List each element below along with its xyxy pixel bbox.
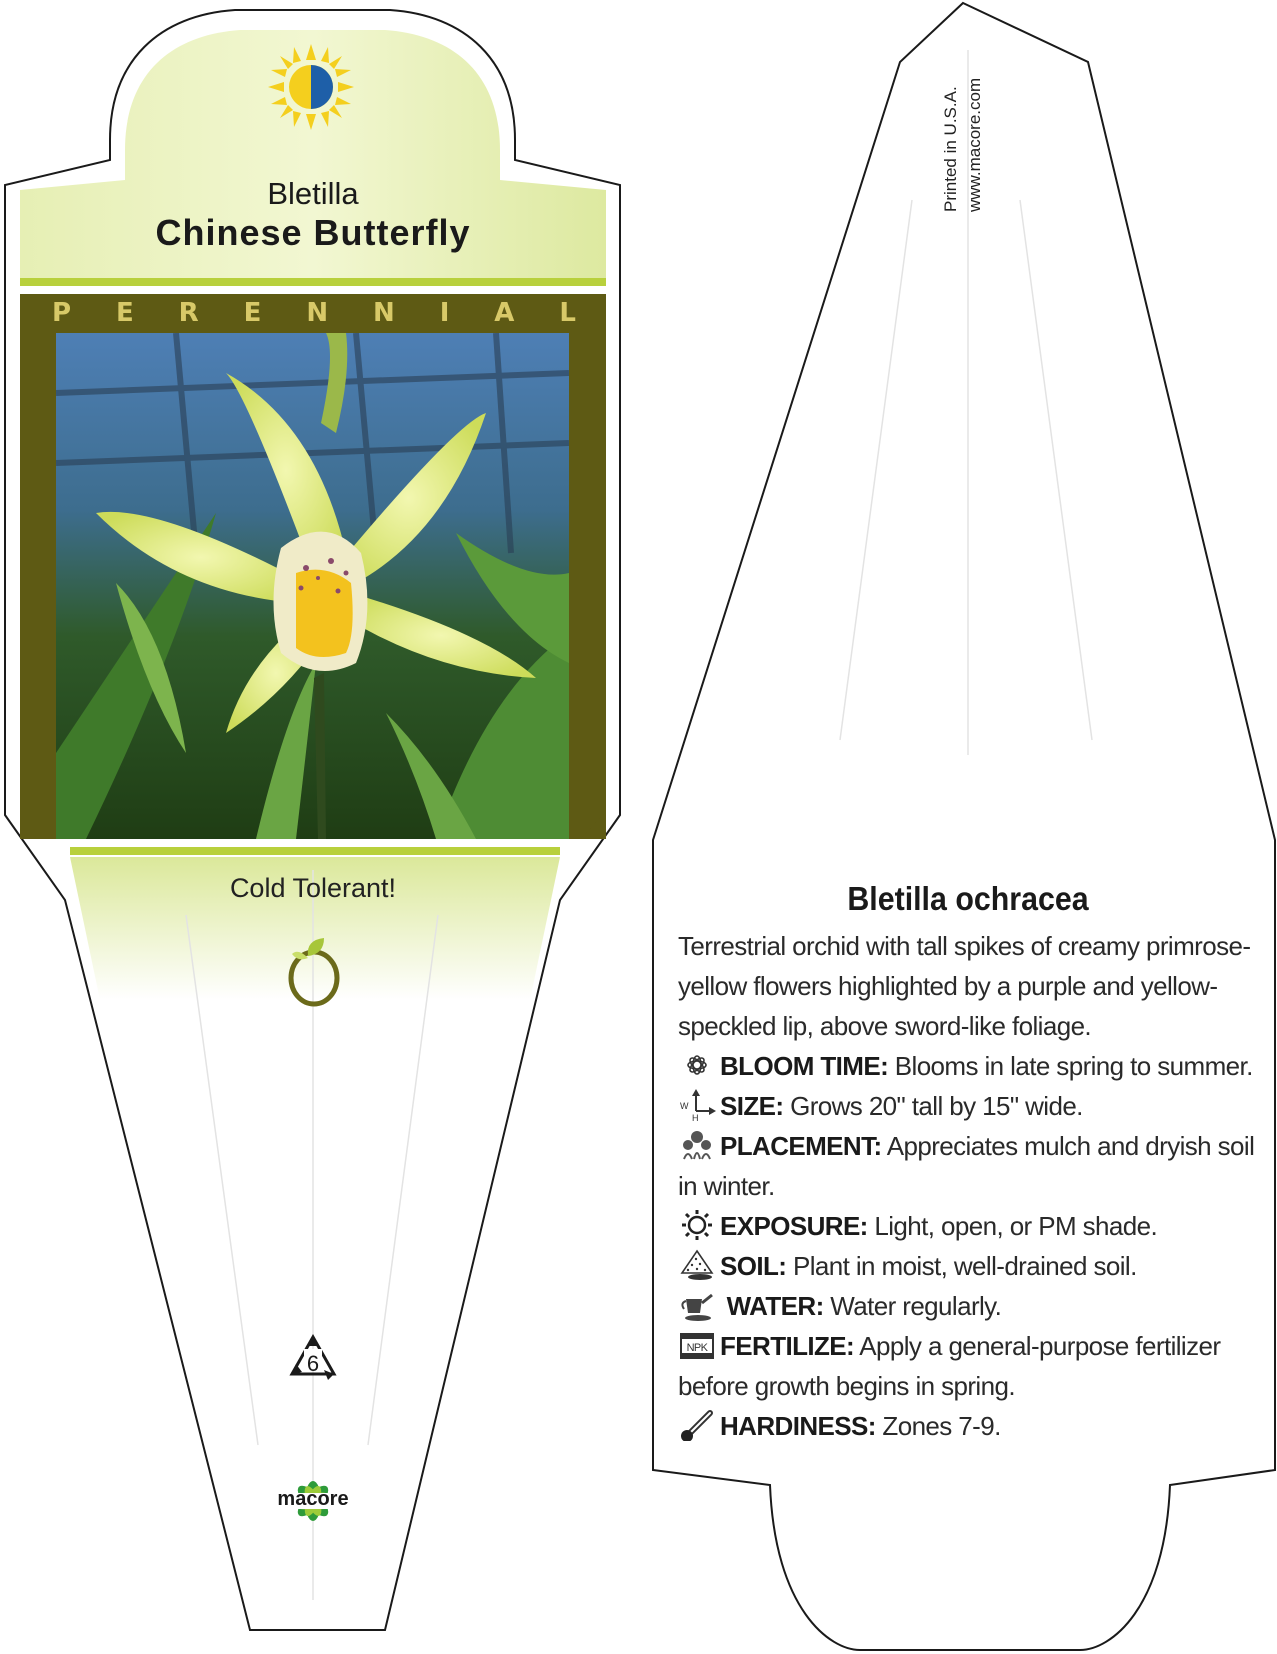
recycle-number: 6 bbox=[306, 1351, 320, 1376]
care-text: Zones 7-9. bbox=[882, 1411, 1001, 1441]
care-text: Apply a general-purpose fertilizer before growth begins in spring. bbox=[678, 1331, 1221, 1401]
care-label: BLOOM TIME: bbox=[720, 1051, 889, 1081]
category-letter: I bbox=[439, 298, 450, 328]
svg-text:W: W bbox=[680, 1101, 688, 1111]
plant-genus: Bletilla bbox=[267, 176, 359, 211]
care-row-bloom-time bbox=[678, 1046, 1258, 1086]
care-text: Blooms in late spring to summer. bbox=[894, 1051, 1253, 1081]
svg-text:NPK: NPK bbox=[686, 1342, 708, 1354]
care-text: Grows 20" tall by 15" wide. bbox=[790, 1091, 1083, 1121]
brand-name: macore bbox=[277, 1488, 349, 1510]
category-letter: E bbox=[115, 298, 134, 328]
watering-can-icon bbox=[678, 1289, 716, 1321]
placement-plants-icon bbox=[678, 1129, 716, 1161]
care-label: SOIL: bbox=[720, 1251, 787, 1281]
plant-cultivar-name: Chinese Butterfly bbox=[155, 212, 471, 253]
category-letter: N bbox=[373, 298, 395, 328]
category-letter: E bbox=[243, 298, 262, 328]
care-label: PLACEMENT: bbox=[720, 1131, 882, 1161]
care-label: WATER: bbox=[726, 1291, 824, 1321]
care-row-fertilize bbox=[678, 1326, 1258, 1406]
care-label: SIZE: bbox=[720, 1091, 784, 1121]
category-letter: L bbox=[559, 298, 576, 328]
category-letter: P bbox=[52, 298, 72, 328]
category-letter: N bbox=[306, 298, 329, 328]
printed-info bbox=[930, 60, 1000, 220]
care-row-placement bbox=[678, 1126, 1258, 1206]
category-letter: A bbox=[494, 298, 515, 328]
care-row-hardiness bbox=[678, 1406, 1258, 1446]
size-arrows-icon bbox=[678, 1089, 716, 1121]
care-row-size bbox=[678, 1086, 1258, 1126]
npk-icon bbox=[678, 1329, 716, 1361]
soil-icon bbox=[678, 1249, 716, 1281]
thermometer-icon bbox=[678, 1409, 716, 1441]
care-row-exposure bbox=[678, 1206, 1258, 1246]
plant-description: Terrestrial orchid with tall spikes of creamy primrose-yellow flowers highlighted by a purple and yellow-speckled lip, above sword-like foliage. bbox=[678, 931, 1251, 1041]
care-text: Appreciates mulch and dryish soil in winter. bbox=[678, 1131, 1255, 1201]
care-label: EXPOSURE: bbox=[720, 1211, 868, 1241]
category-letter: R bbox=[178, 298, 199, 328]
printed-website: www.macore.com bbox=[965, 77, 984, 212]
svg-text:H: H bbox=[692, 1113, 698, 1121]
care-text: Light, open, or PM shade. bbox=[874, 1211, 1158, 1241]
scientific-name: Bletilla ochracea bbox=[847, 880, 1089, 917]
care-text: Water regularly. bbox=[830, 1291, 1002, 1321]
care-text: Plant in moist, well-drained soil. bbox=[792, 1251, 1137, 1281]
sun-icon bbox=[678, 1209, 716, 1241]
care-label: FERTILIZE: bbox=[720, 1331, 855, 1361]
care-row-water bbox=[678, 1286, 1258, 1326]
care-info bbox=[678, 880, 1258, 1446]
tagline: Cold Tolerant! bbox=[229, 873, 397, 903]
care-row-soil bbox=[678, 1246, 1258, 1286]
printed-country: Printed in U.S.A. bbox=[941, 86, 960, 212]
flower-icon bbox=[678, 1049, 716, 1081]
care-label: HARDINESS: bbox=[720, 1411, 876, 1441]
